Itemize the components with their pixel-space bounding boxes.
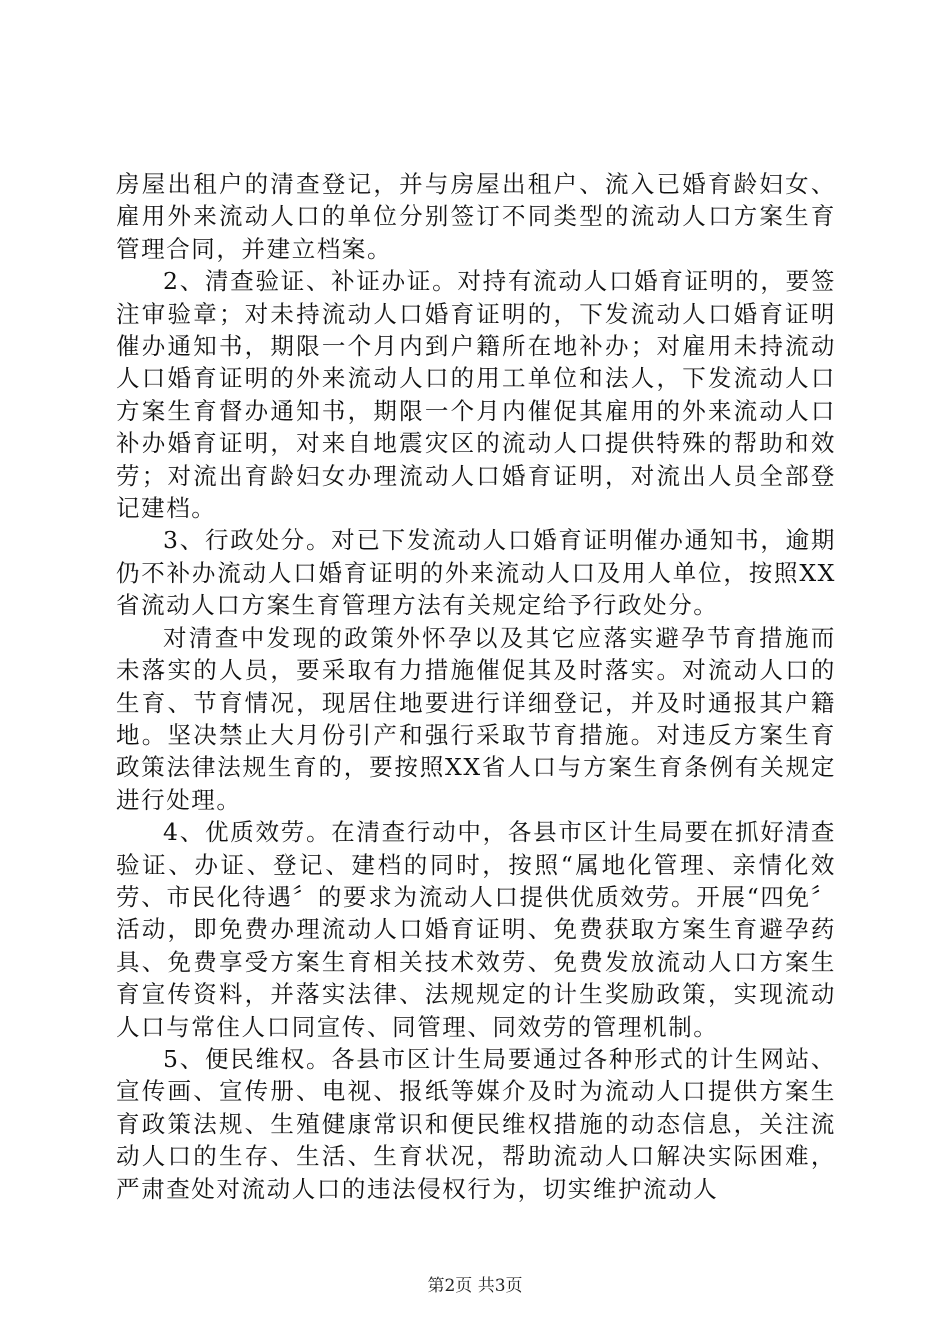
paragraph-continued: 房屋出租户的清查登记，并与房屋出租户、流入已婚育龄妇女、雇用外来流动人口的单位分别签订不同类型的流动人口方案生育管理合同，并建立档案。 bbox=[116, 170, 836, 263]
paragraph-verification: 2、清查验证、补证办证。对持有流动人口婚育证明的，要签注审验章；对未持流动人口婚育证明的，下发流动人口婚育证明催办通知书，期限一个月内到户籍所在地补办；对雇用未持流动人口婚育证明的外来流动人口的用工单位和法人，下发流动人口方案生育督办通知书，期限一个月内催促其雇用的外来流动人口补办婚育证明，对来自地震灾区的流动人口提供特殊的帮助和效劳；对流出育龄妇女办理流动人口婚育证明，对流出人员全部登记建档。 bbox=[116, 267, 836, 523]
paragraph-rights-protection: 5、便民维权。各县市区计生局要通过各种形式的计生网站、宣传画、宣传册、电视、报纸等媒介及时为流动人口提供方案生育政策法规、生殖健康常识和便民维权措施的动态信息，关注流动人口的生存、生活、生育状况，帮助流动人口解决实际困难，严肃查处对流动人口的违法侵权行为，切实维护流动人 bbox=[116, 1044, 836, 1203]
paragraph-administrative-penalty: 3、行政处分。对已下发流动人口婚育证明催办通知书，逾期仍不补办流动人口婚育证明的外来流动人口及用人单位，按照XX省流动人口方案生育管理方法有关规定给予行政处分。 bbox=[116, 526, 836, 620]
document-body bbox=[116, 168, 836, 1205]
page-footer: 第2页 共3页 bbox=[427, 1276, 523, 1296]
paragraph-contraception: 对清查中发现的政策外怀孕以及其它应落实避孕节育措施而未落实的人员，要采取有力措施催促其及时落实。对流动人口的生育、节育情况，现居住地要进行详细登记，并及时通报其户籍地。坚决禁止大月份引产和强行采取节育措施。对违反方案生育政策法律法规生育的，要按照XX省人口与方案生育条例有关规定进行处理。 bbox=[116, 623, 836, 814]
paragraph-quality-service: 4、优质效劳。在清查行动中，各县市区计生局要在抓好清查验证、办证、登记、建档的同时，按照“属地化管理、亲情化效劳、市民化待遇〞的要求为流动人口提供优质效劳。开展“四免〞活动，即免费办理流动人口婚育证明、免费获取方案生育避孕药具、免费享受方案生育相关技术效劳、免费发放流动人口方案生育宣传资料，并落实法律、法规规定的计生奖励政策，实现流动人口与常住人口同宣传、同管理、同效劳的管理机制。 bbox=[116, 818, 836, 1041]
